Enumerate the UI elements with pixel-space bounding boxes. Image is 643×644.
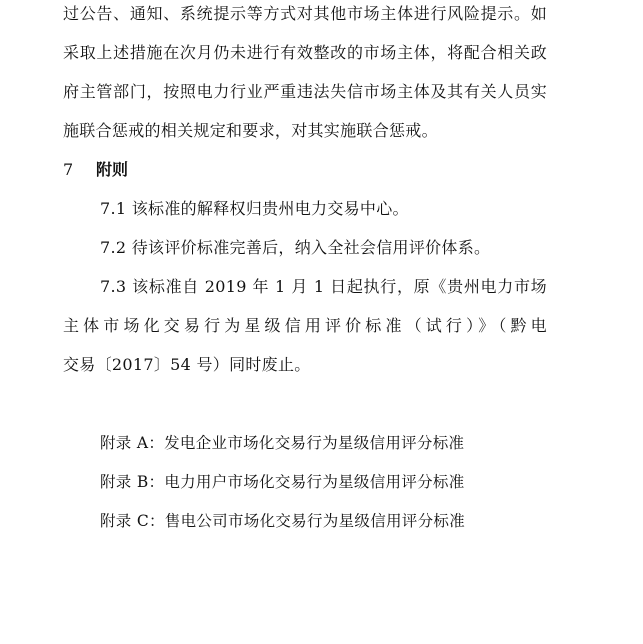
section-title: 附则 <box>96 160 129 179</box>
paragraph-line-4: 施联合惩戒的相关规定和要求，对其实施联合惩戒。 <box>63 121 438 140</box>
appendix-c: 附录 C：售电公司市场化交易行为星级信用评分标准 <box>100 512 465 530</box>
paragraph-line-1: 过公告、通知、系统提示等方式对其他市场主体进行风险提示。如 <box>63 4 547 23</box>
item-7-3-line-2: 主体市场化交易行为星级信用评价标准（试行）》（黔电 <box>63 316 547 335</box>
section-number: 7 <box>63 160 74 179</box>
item-7-3-line-3: 交易〔2017〕54 号）同时废止。 <box>63 355 311 374</box>
appendix-b: 附录 B：电力用户市场化交易行为星级信用评分标准 <box>100 473 465 491</box>
paragraph-line-3: 府主管部门，按照电力行业严重违法失信市场主体及其有关人员实 <box>63 82 547 101</box>
item-7-3-line-1: 7.3 该标准自 2019 年 1 月 1 日起执行，原《贵州电力市场 <box>100 277 547 296</box>
paragraph-line-2: 采取上述措施在次月仍未进行有效整改的市场主体，将配合相关政 <box>63 43 547 62</box>
item-7-1: 7.1 该标准的解释权归贵州电力交易中心。 <box>100 199 409 218</box>
appendix-a: 附录 A：发电企业市场化交易行为星级信用评分标准 <box>100 434 465 452</box>
item-7-2: 7.2 待该评价标准完善后，纳入全社会信用评价体系。 <box>100 238 491 257</box>
